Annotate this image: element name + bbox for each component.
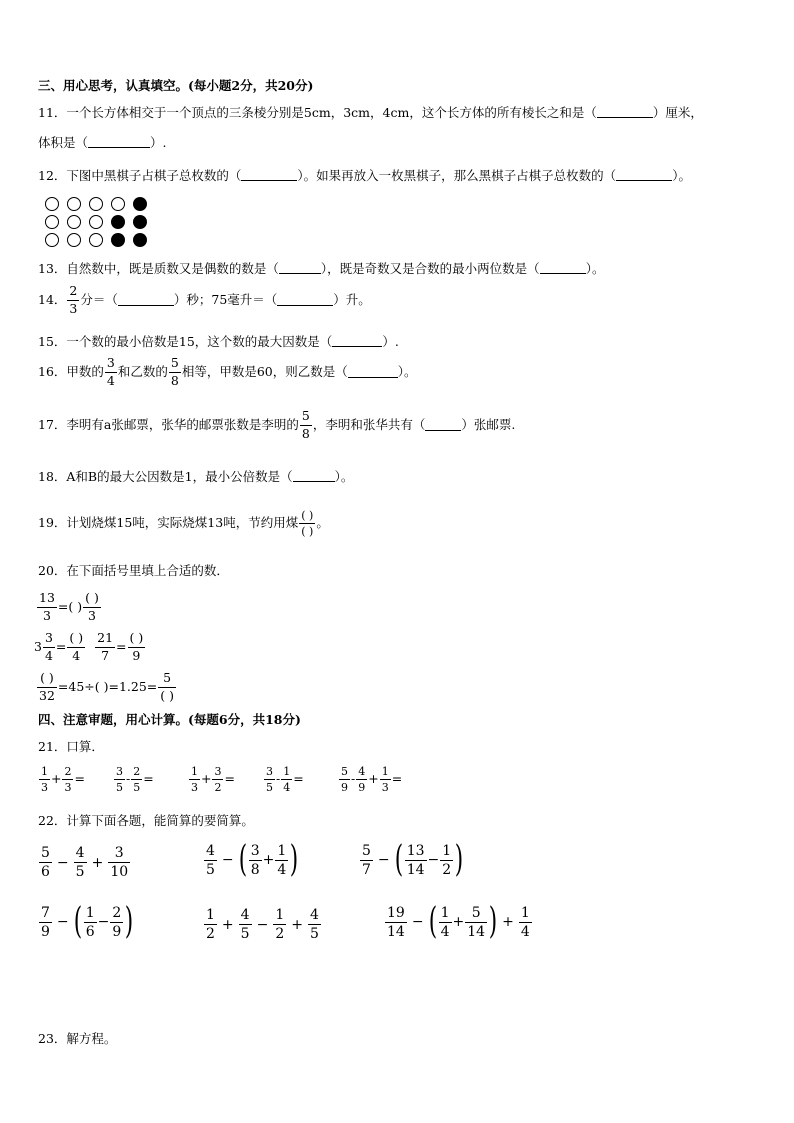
q11-text: 体积是（ (38, 135, 89, 150)
q22-expr-a2: $\frac{4}{5}$ − ( $\frac{3}{8}$ + $\frac{1}{4}$ ) (206, 839, 299, 880)
q16-text: 相等，甲数是60，则乙数是（ (181, 363, 348, 379)
black-piece (133, 233, 147, 247)
q21-expr-4: $\frac{3}{5}$ - $\frac{1}{4}$ = (266, 765, 304, 794)
black-piece (111, 215, 125, 229)
q16-text: 16．甲数的 (38, 363, 104, 379)
q15-text: ）. (382, 334, 399, 349)
fraction[interactable]: $\frac{( )}{32}$ (39, 670, 55, 703)
question-20-title: 20．在下面括号里填上合适的数． (38, 563, 229, 578)
question-19 (38, 510, 329, 537)
question-12 (38, 170, 691, 183)
white-piece (89, 233, 103, 247)
q22-expr-b3: $\frac{19}{14}$ − ( $\frac{1}{4}$ + $\frac{5}{14}$ ) + $\frac{1}{4}$ (387, 901, 530, 942)
q14-text: 分＝（ (80, 291, 118, 307)
equals: = (55, 638, 67, 654)
q14-text: ）秒；75毫升＝（ (173, 291, 278, 307)
answer-blank[interactable] (88, 137, 150, 148)
q13-text: ）。 (585, 261, 605, 276)
white-piece (67, 215, 81, 229)
q15-text: 15．一个数的最小倍数是15，这个数的最大因数是（ (38, 334, 333, 349)
question-16 (38, 357, 417, 387)
fraction[interactable]: $\frac{( )}{( )}$ (301, 509, 314, 538)
q12-text: 12．下图中黑棋子占棋子总枚数的（ (38, 168, 242, 183)
answer-blank[interactable] (540, 263, 586, 274)
q21-expr-2: $\frac{3}{5}$ - $\frac{2}{5}$ = (116, 765, 154, 794)
question-11-line2 (38, 137, 167, 150)
fraction: $\frac{5}{8}$ (170, 355, 179, 388)
q20-line2 (34, 632, 146, 662)
q14-label: 14． (38, 291, 67, 307)
question-17 (38, 410, 515, 440)
question-18 (38, 471, 353, 484)
answer-blank[interactable] (597, 107, 653, 118)
q22-expr-b2: $\frac{1}{2}$ + $\frac{4}{5}$ − $\frac{1}{2}$ + $\frac{4}{5}$ (206, 907, 319, 942)
question-22-title: 22．计算下面各题，能简算的要简算。 (38, 813, 254, 828)
q22-expr-a3: $\frac{5}{7}$ − ( $\frac{13}{14}$ − $\frac{1}{2}$ ) (362, 839, 464, 880)
q22-expr-a1: $\frac{5}{6}$ − $\frac{4}{5}$ + $\frac{3}{10}$ (41, 845, 129, 880)
white-piece (111, 197, 125, 211)
q12-text: ）。 (672, 168, 691, 183)
fraction[interactable]: $\frac{( )}{3}$ (85, 590, 99, 623)
q17-text: ，李明和张华共有（ (312, 416, 426, 432)
white-piece (67, 197, 81, 211)
q14-text: ）升。 (333, 291, 371, 307)
q11-text: 11．一个长方体相交于一个顶点的三条棱分别是5cm，3cm，4cm，这个长方体的所有棱长之和是（ (38, 105, 597, 120)
answer-blank[interactable] (277, 295, 333, 306)
fraction: $\frac{13}{3}$ (39, 590, 55, 623)
black-piece (111, 233, 125, 247)
white-piece (45, 215, 59, 229)
q13-text: ），既是奇数又是合数的最小两位数是（ (320, 261, 540, 276)
fraction: $\frac{5}{8}$ (301, 408, 310, 441)
black-piece (133, 197, 147, 211)
answer-blank[interactable] (616, 170, 672, 181)
q21-expressions (38, 766, 402, 793)
question-15 (38, 336, 399, 349)
white-piece (67, 233, 81, 247)
q22-expr-b1: $\frac{7}{9}$ − ( $\frac{1}{6}$ − $\frac{2}{9}$ ) (41, 901, 134, 942)
fraction[interactable]: $\frac{( )}{9}$ (129, 630, 144, 663)
q21-expr-5: $\frac{5}{9}$ - $\frac{4}{9}$ + $\frac{1}{3}$ = (341, 765, 403, 794)
equals: = (116, 638, 127, 654)
q20-line3 (36, 672, 177, 702)
q13-text: 13．自然数中，既是质数又是偶数的数是（ (38, 261, 279, 276)
answer-blank[interactable] (118, 295, 174, 306)
q12-text: ）。如果再放入一枚黑棋子，那么黑棋子占棋子总枚数的（ (297, 168, 617, 183)
q19-text: 。 (316, 515, 329, 531)
q20-line1 (36, 592, 102, 622)
section-3-header: 三、用心思考，认真填空。(每小题2分，共20分) (38, 78, 314, 93)
q18-text: ）。 (334, 469, 354, 484)
white-piece (89, 197, 103, 211)
q11-text: ）厘米， (652, 105, 703, 120)
answer-blank[interactable] (425, 420, 461, 431)
fraction[interactable]: $\frac{5}{( )}$ (160, 670, 174, 703)
answer-blank[interactable] (348, 367, 398, 378)
fraction[interactable]: $\frac{( )}{4}$ (69, 630, 84, 663)
question-11-line1 (38, 107, 703, 120)
section-4-header: 四、注意审题，用心计算。(每题6分，共18分) (38, 712, 301, 727)
q16-text: 和乙数的 (117, 363, 168, 379)
q11-text: ）. (150, 135, 167, 150)
white-piece (89, 215, 103, 229)
answer-blank[interactable] (293, 471, 335, 482)
question-14 (38, 285, 371, 315)
q17-text: 17．李明有a张邮票，张华的邮票张数是李明的 (38, 416, 299, 432)
answer-blank[interactable] (332, 336, 382, 347)
white-piece (45, 233, 59, 247)
q17-text: ）张邮票. (461, 416, 516, 432)
white-piece (45, 197, 59, 211)
q21-expr-1: $\frac{1}{3}$ + $\frac{2}{3}$ = (41, 765, 85, 794)
question-23-title: 23．解方程。 (38, 1031, 117, 1046)
answer-blank[interactable] (279, 263, 321, 274)
question-13 (38, 263, 604, 276)
q21-expr-3: $\frac{1}{3}$ + $\frac{3}{2}$ = (191, 765, 235, 794)
q18-text: 18．A和B的最大公因数是1，最小公倍数是（ (38, 469, 293, 484)
answer-blank[interactable] (241, 170, 297, 181)
q20-text: =45÷( )=1.25= (57, 678, 158, 694)
question-21-title: 21．口算． (38, 739, 104, 754)
fraction: $\frac{3}{4}$ (106, 355, 115, 388)
q16-text: ）。 (397, 363, 417, 379)
black-piece (133, 215, 147, 229)
fraction: $\frac{3}{4}$ (44, 630, 53, 663)
fraction: $\frac{2}{3}$ (69, 283, 78, 316)
q19-text: 19．计划烧煤15吨，实际烧煤13吨，节约用煤 (38, 515, 299, 531)
fraction: $\frac{21}{7}$ (97, 630, 114, 663)
q20-text: =( ) (57, 598, 83, 614)
q20-text: 3 (34, 638, 42, 654)
